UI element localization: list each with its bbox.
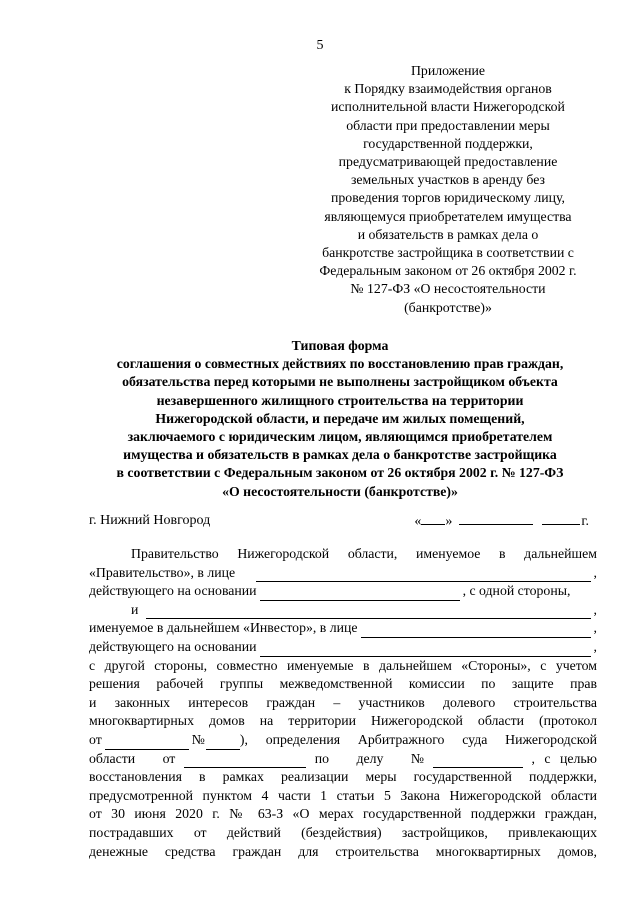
body-text: , с целью bbox=[531, 750, 597, 766]
investor-name-blank[interactable] bbox=[146, 605, 590, 619]
body-line bbox=[89, 619, 597, 638]
case-number-blank[interactable] bbox=[433, 754, 523, 768]
form-title-line: «О несостоятельности (банкротстве)» bbox=[222, 483, 458, 499]
body-line: от 30 июня 2020 г. № 63-З «О мерах государственной поддержки граждан, bbox=[89, 806, 597, 822]
page-number: 5 bbox=[316, 38, 324, 53]
body-line: многоквартирных домов на территории Нижегородской области (протокол bbox=[89, 713, 597, 729]
appendix-line: (банкротстве)» bbox=[404, 299, 492, 315]
form-title-line: в соответствии с Федеральным законом от 26 октября 2002 г. № 127-ФЗ bbox=[116, 465, 564, 481]
appendix-line: к Порядку взаимодействия органов bbox=[344, 81, 552, 97]
appendix-line: государственной поддержки, bbox=[363, 135, 533, 151]
body-line bbox=[89, 564, 597, 583]
body-text: № bbox=[191, 731, 205, 747]
protocol-number-blank[interactable] bbox=[206, 736, 240, 750]
appendix-line: № 127-ФЗ «О несостоятельности bbox=[350, 281, 546, 297]
body-text: , bbox=[593, 564, 597, 580]
protocol-date-blank[interactable] bbox=[105, 736, 189, 750]
body-line: Правительство Нижегородской области, именуемое в дальнейшем bbox=[131, 546, 597, 561]
date-field[interactable] bbox=[414, 511, 589, 532]
appendix-line: проведения торгов юридическому лицу, bbox=[331, 190, 565, 206]
date-year-suffix: г. bbox=[581, 514, 589, 529]
government-basis-blank[interactable] bbox=[260, 587, 460, 601]
appendix-line: и обязательств в рамках дела о bbox=[357, 226, 539, 242]
body-line bbox=[89, 750, 597, 769]
appendix-line: области при предоставлении меры bbox=[346, 117, 550, 133]
body-line bbox=[89, 582, 597, 601]
body-line: пострадавших от действий (бездействия) застройщиков, привлекающих bbox=[89, 824, 597, 840]
body-text: действующего на основании bbox=[89, 583, 257, 599]
date-open-quote: « bbox=[414, 514, 422, 529]
body-line bbox=[89, 601, 597, 620]
appendix-line: являющемуся приобретателем имущества bbox=[324, 208, 572, 224]
appendix-line: исполнительной власти Нижегородской bbox=[331, 99, 565, 115]
date-close-quote: » bbox=[445, 514, 453, 529]
appendix-header bbox=[312, 62, 584, 317]
form-title-line: обязательства перед которыми не выполнены застройщиком объекта bbox=[122, 374, 558, 390]
body-text: , с одной стороны, bbox=[462, 583, 571, 599]
date-day-blank[interactable] bbox=[421, 511, 445, 525]
agreement-body bbox=[89, 545, 597, 861]
body-text: , bbox=[593, 601, 597, 617]
body-line: решения рабочей группы межведомственной комиссии по защите прав bbox=[89, 676, 597, 692]
body-line bbox=[89, 731, 597, 750]
court-decision-date-blank[interactable] bbox=[184, 754, 306, 768]
date-month-blank[interactable] bbox=[459, 511, 533, 525]
body-text: , bbox=[593, 620, 597, 636]
form-title bbox=[70, 337, 610, 501]
body-line: и законных интересов граждан – участников долевого строительства bbox=[89, 694, 597, 710]
body-line bbox=[89, 638, 597, 657]
body-text: по делу № bbox=[314, 750, 425, 766]
body-text: области от bbox=[89, 750, 176, 766]
appendix-line: Приложение bbox=[410, 63, 486, 78]
body-text: от bbox=[89, 731, 102, 747]
body-line: предусмотренной пунктом 4 части 1 статьи 5 Закона Нижегородской области bbox=[89, 787, 597, 803]
body-line: восстановления в рамках реализации меры государственной поддержки, bbox=[89, 769, 597, 785]
body-text: , bbox=[593, 638, 597, 654]
date-year-blank[interactable] bbox=[542, 511, 580, 525]
body-line: денежные средства граждан для строительства многоквартирных домов, bbox=[89, 843, 597, 859]
investor-basis-blank[interactable] bbox=[260, 643, 591, 657]
body-line: с другой стороны, совместно именуемые в дальнейшем «Стороны», с учетом bbox=[89, 657, 597, 673]
body-text: и bbox=[131, 601, 139, 617]
investor-representative-blank[interactable] bbox=[361, 624, 591, 638]
appendix-line: Федеральным законом от 26 октября 2002 г. bbox=[319, 263, 577, 279]
body-text: именуемое в дальнейшем «Инвестор», в лице bbox=[89, 620, 358, 636]
city-name: г. Нижний Новгород bbox=[89, 513, 211, 528]
appendix-line: предусматривающей предоставление bbox=[338, 154, 558, 170]
form-title-line: Нижегородской области, и передаче им жилых помещений, bbox=[155, 410, 525, 426]
appendix-line: земельных участков в аренду без bbox=[350, 172, 546, 188]
form-title-line: Типовая форма bbox=[291, 338, 389, 353]
form-title-line: имущества и обязательств в рамках дела о банкротстве застройщика bbox=[123, 447, 557, 463]
body-text: действующего на основании bbox=[89, 638, 257, 654]
place-date-row bbox=[89, 511, 589, 531]
government-representative-blank[interactable] bbox=[256, 568, 590, 582]
form-title-line: соглашения о совместных действиях по восстановлению прав граждан, bbox=[116, 356, 564, 372]
appendix-line: банкротстве застройщика в соответствии с bbox=[322, 245, 574, 261]
body-text: ), определения Арбитражного суда Нижегородской bbox=[239, 731, 597, 747]
body-text: «Правительство», в лице bbox=[89, 564, 236, 580]
form-title-line: заключаемого с юридическим лицом, являющимся приобретателем bbox=[127, 429, 553, 445]
form-title-line: незавершенного жилищного строительства на территории bbox=[156, 392, 524, 408]
